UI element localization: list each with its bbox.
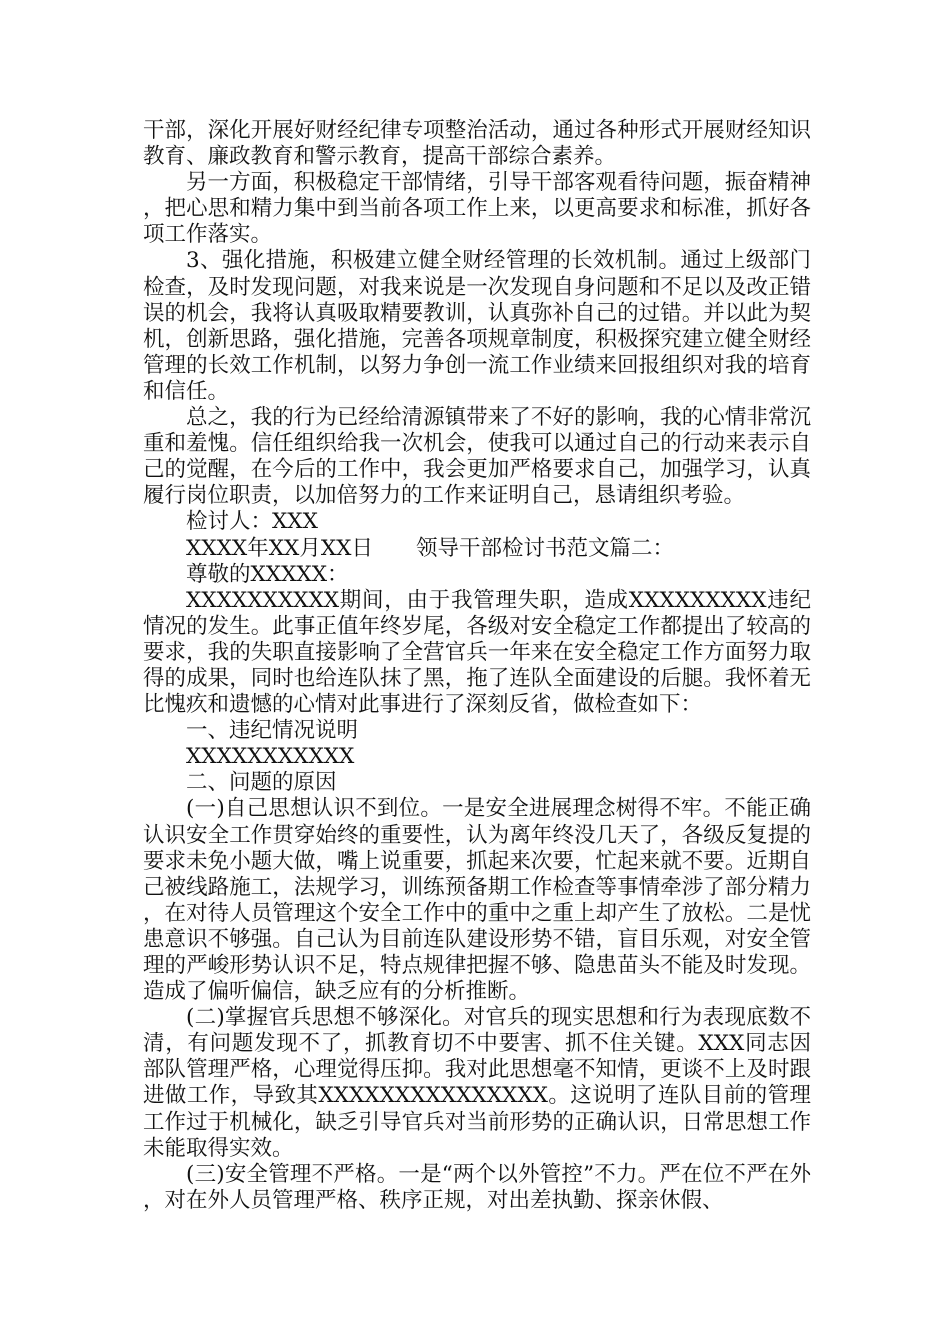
signature-line: 检讨人：XXX	[186, 509, 318, 535]
paragraph-stabilize-cadres: 另一方面，积极稳定干部情绪，引导干部客观看待问题，振奋精神，把心思和精力集中到当前各项工作上来，以更高要求和标准，抓好各项工作落实。	[143, 170, 811, 248]
document-page	[143, 118, 811, 1214]
paragraph-intro-continuation: 干部，深化开展好财经纪律专项整治活动，通过各种形式开展财经知识教育、廉政教育和警示教育，提高干部综合素养。	[143, 118, 811, 170]
paragraph-cause-two: (二)掌握官兵思想不够深化。对官兵的现实思想和行为表现底数不清，有问题发现不了，抓教育切不中要害、抓不住关键。XXX同志因部队管理严格，心理觉得压抑。我对此思想毫不知情，更谈不上及时跟进做工作，导致其XXXXXXXXXXXXXXX。这说明了连队目前的管理工作过于机械化，缺乏引导官兵对当前形势的正确认识，日常思想工作未能取得实效。	[143, 1005, 811, 1161]
paragraph-cause-one: (一)自己思想认识不到位。一是安全进展理念树得不牢。不能正确认识安全工作贯穿始终的重要性，认为离年终没几天了，各级反复提的要求未免小题大做，嘴上说重要，抓起来次要，忙起来就不要。近期自己被线路施工，法规学习，训练预备期工作检查等事情牵涉了部分精力，在对待人员管理这个安全工作中的重中之重上却产生了放松。二是忧患意识不够强。自己认为目前连队建设形势不错，盲目乐观，对安全管理的严峻形势认识不足，特点规律把握不够、隐患苗头不能及时发现。造成了偏听偏信，缺乏应有的分析推断。	[143, 796, 811, 1005]
paragraph-cause-three: (三)安全管理不严格。一是“两个以外管控”不力。严在位不严在外，对在外人员管理严格、秩序正规，对出差执勤、探亲休假、	[143, 1161, 811, 1213]
paragraph-conclusion: 总之，我的行为已经给清源镇带来了不好的影响，我的心情非常沉重和羞愧。信任组织给我一次机会，使我可以通过自己的行动来表示自己的觉醒，在今后的工作中，我会更加严格要求自己，加强学习，认真履行岗位职责，以加倍努力的工作来证明自己，恳请组织考验。	[143, 405, 811, 509]
date-and-second-title: XXXX年XX月XX日 领导干部检讨书范文篇二：	[186, 535, 674, 561]
paragraph-strengthen-measures: 3、强化措施，积极建立健全财经管理的长效机制。通过上级部门检查，及时发现问题，对我来说是一次发现自身问题和不足以及改正错误的机会，我将认真吸取精要教训，认真弥补自己的过错。并以此为契机，创新思路，强化措施，完善各项规章制度，积极探究建立健全财经管理的长效工作机制，以努力争创一流工作业绩来回报组织对我的培育和信任。	[143, 248, 811, 404]
section-heading-causes: 二、问题的原因	[186, 770, 337, 796]
paragraph-incident-intro: XXXXXXXXXX期间，由于我管理失职，造成XXXXXXXXX违纪情况的发生。此事正值年终岁尾，各级对安全稳定工作都提出了较高的要求，我的失职直接影响了全营官兵一年来在安全稳定工作方面努力取得的成果，同时也给连队抹了黑，拖了连队全面建设的后腿。我怀着无比愧疚和遗憾的心情对此事进行了深刻反省，做检查如下：	[143, 587, 811, 718]
violation-placeholder: XXXXXXXXXXX	[186, 744, 355, 770]
section-heading-violation: 一、违纪情况说明	[186, 718, 359, 744]
salutation: 尊敬的XXXXX：	[186, 561, 349, 587]
